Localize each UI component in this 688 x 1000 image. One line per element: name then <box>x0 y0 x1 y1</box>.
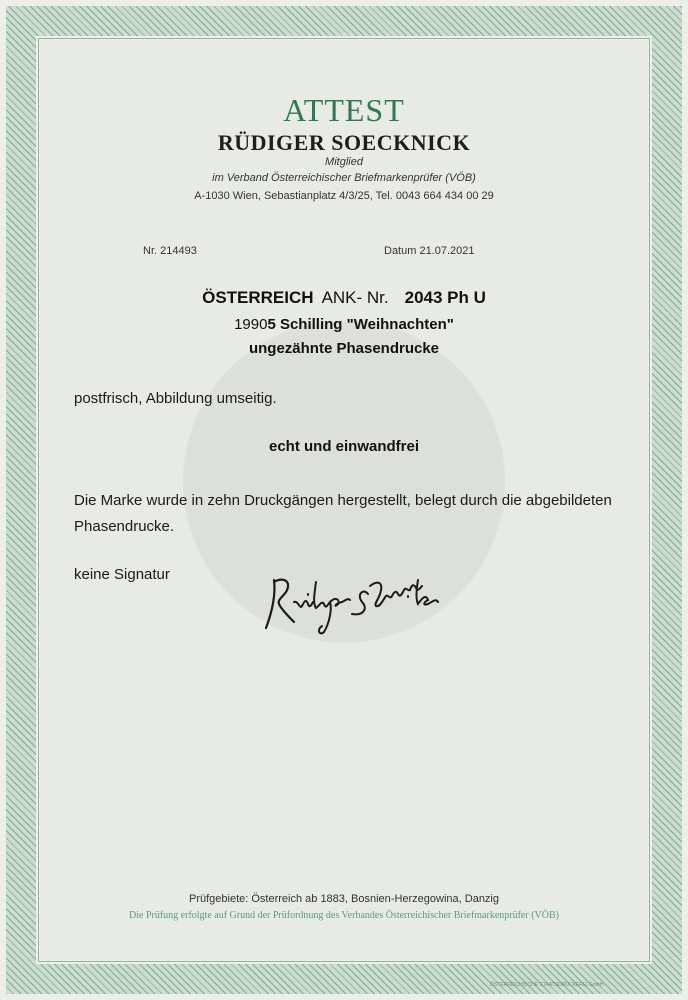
stamp-year: 1990 <box>234 316 268 333</box>
condition-text: postfrisch, Abbildung umseitig. <box>74 390 277 407</box>
description-text: Die Marke wurde in zehn Druckgängen hergestellt, belegt durch die abgebildeten Phasendrucke. <box>74 492 612 535</box>
examiner-name: RÜDIGER SOECKNICK <box>217 130 471 155</box>
catalog-label: ANK- Nr. <box>321 288 389 307</box>
examiner-address: A-1030 Wien, Sebastianplatz 4/3/25, Tel. 0043 664 434 00 29 <box>194 190 494 202</box>
examination-areas: Prüfgebiete: Österreich ab 1883, Bosnien-Herzegowina, Danzig <box>188 893 499 905</box>
signature-note: keine Signatur <box>74 566 170 583</box>
member-label: Mitglied <box>325 156 363 168</box>
stamp-title: 5 Schilling "Weihnachten" <box>267 316 454 333</box>
association-label: im Verband Österreichischer Briefmarkenprüfer (VÖB) <box>212 172 476 184</box>
stamp-issue-line <box>0 316 688 333</box>
verdict-text: echt und einwandfrei <box>268 438 419 455</box>
examination-basis: Die Prüfung erfolgte auf Grund der Prüfordnung des Verbandes Österreichischer Briefmarkenprüfer (VÖB) <box>129 910 559 921</box>
certificate-number: Nr. 214493 <box>143 245 197 257</box>
printer-imprint: ÖSTERREICHISCHE STAATSDRUCKEREI GmbH <box>490 982 604 988</box>
catalog-number: 2043 Ph U <box>404 288 486 307</box>
stamp-catalog-line <box>0 288 688 308</box>
attest-title: ATTEST <box>283 92 405 128</box>
stamp-country: ÖSTERREICH <box>202 288 314 307</box>
stamp-variant: ungezähnte Phasendrucke <box>248 340 440 357</box>
handwritten-signature <box>258 572 488 644</box>
certificate-date: Datum 21.07.2021 <box>384 245 475 257</box>
